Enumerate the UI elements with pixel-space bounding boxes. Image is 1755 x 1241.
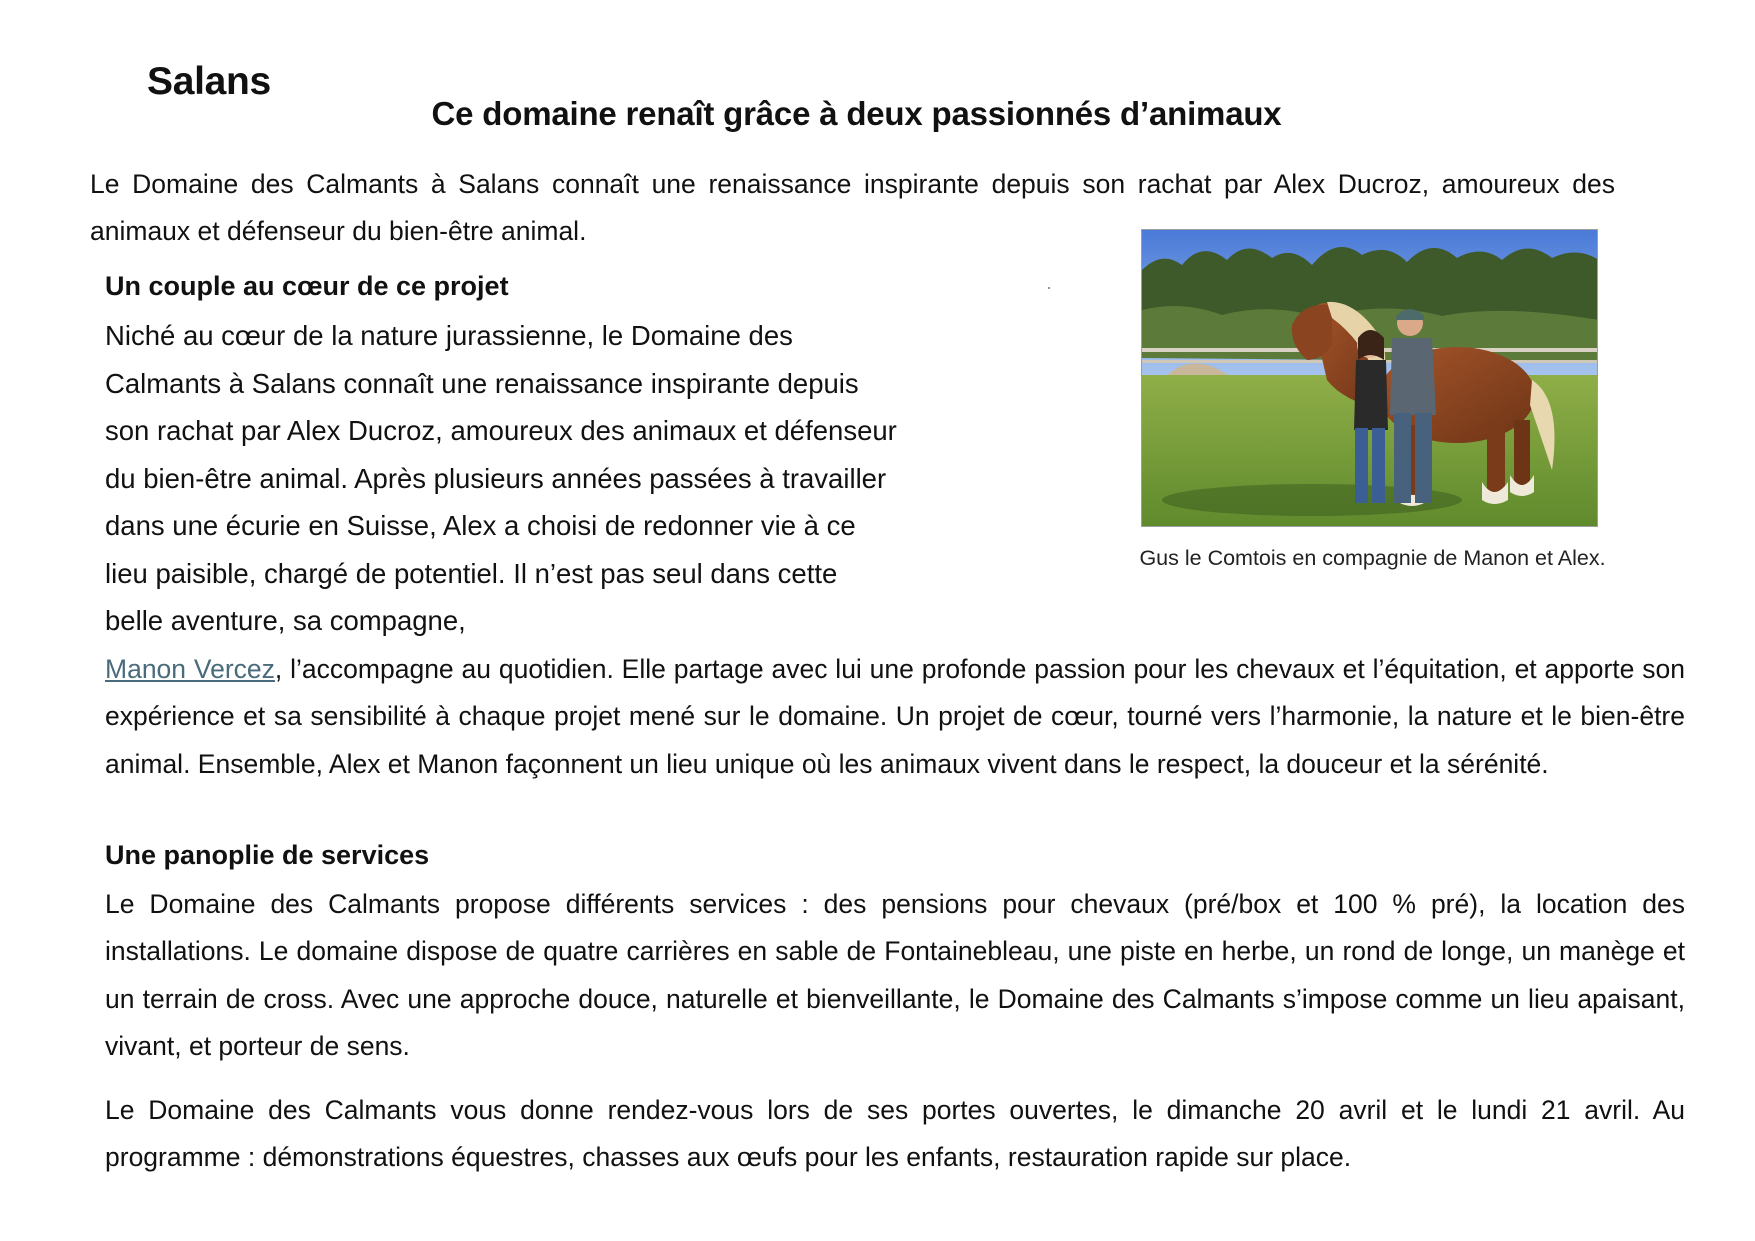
text-line: dans une écurie en Suisse, Alex a choisi de redonner vie à ce bbox=[105, 510, 856, 541]
closing-paragraph: Le Domaine des Calmants vous donne rendez-vous lors de ses portes ouvertes, le dimanche 20 avril et le lundi 21 avril. Au programme : démonstrations équestres, chasses aux œufs pour les enfants, restauration rapide sur place. bbox=[105, 1095, 1685, 1173]
continuation-text: , l’accompagne au quotidien. Elle partage avec lui une profonde passion pour les chevaux et l’équitation, et apporte son expérience et sa sensibilité à chaque projet mené sur le domaine. Un projet de cœur, tourné vers l’harmonie, la nature et le bien-être animal. Ensemble, Alex et Manon façonnent un lieu unique où les animaux vivent dans le respect, la douceur et la sérénité. bbox=[105, 654, 1686, 779]
manon-vercez-link[interactable]: Manon Vercez bbox=[105, 654, 275, 684]
text-line: belle aventure, sa compagne, bbox=[105, 605, 466, 636]
intro-paragraph: Le Domaine des Calmants à Salans connaît une renaissance inspirante depuis son rachat par Alex Ducroz, amoureux des animaux et défenseur du bien-être animal. bbox=[90, 169, 1615, 246]
location-label: Salans bbox=[147, 60, 271, 103]
section-title-couple: Un couple au cœur de ce projet bbox=[105, 271, 509, 301]
text-line: Calmants à Salans connaît une renaissance inspirante depuis bbox=[105, 367, 859, 399]
section-services-body: Le Domaine des Calmants propose différents services : des pensions pour chevaux (pré/box et 100 % pré), la location des installations. Le domaine dispose de quatre carrières en sable de Fontainebleau, une piste en herbe, un rond de longe, un manège et un terrain de cross. Avec une approche douce, naturelle et bienveillante, le Domaine des Calmants s’impose comme un lieu apaisant, vivant, et porteur de sens. bbox=[105, 889, 1685, 1061]
text-line: son rachat par Alex Ducroz, amoureux des animaux et défenseur bbox=[105, 415, 897, 446]
horse-photo bbox=[1141, 229, 1598, 527]
headline: Ce domaine renaît grâce à deux passionnés d’animaux bbox=[431, 95, 1282, 132]
stray-dot bbox=[1048, 287, 1050, 289]
text-line: Niché au cœur de la nature jurassienne, le Domaine des bbox=[105, 320, 793, 351]
section-couple-wrapped-text bbox=[105, 312, 1065, 645]
horse-photo-icon bbox=[1142, 230, 1598, 527]
section-title-services: Une panoplie de services bbox=[105, 840, 430, 870]
photo-caption: Gus le Comtois en compagnie de Manon et Alex. bbox=[1139, 546, 1606, 570]
section-couple-continuation bbox=[105, 646, 1685, 788]
text-line: du bien-être animal. Après plusieurs années passées à travailler bbox=[105, 462, 887, 494]
text-line: lieu paisible, chargé de potentiel. Il n’est pas seul dans cette bbox=[105, 557, 838, 589]
